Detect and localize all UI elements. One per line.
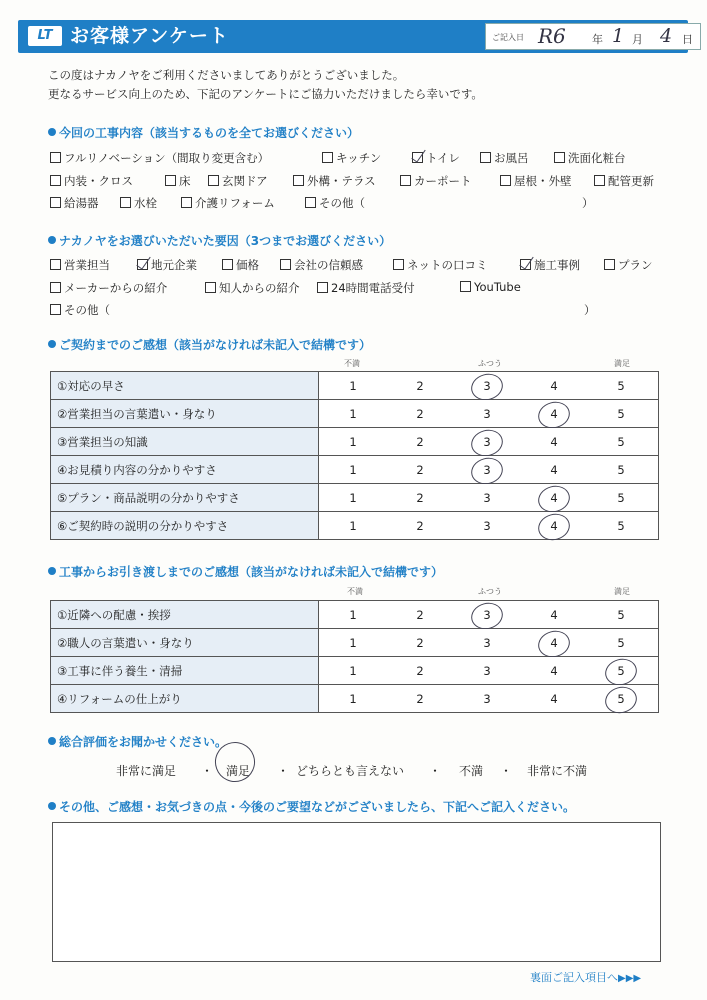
score-option[interactable]: 5 xyxy=(617,519,625,533)
q6-title-text: その他、ご感想・お気づきの点・今後のご要望などがございましたら、下記へご記入ください。 xyxy=(59,800,576,814)
score-option[interactable]: 1 xyxy=(349,519,357,533)
q2-option[interactable] xyxy=(50,302,110,318)
q1-option-label: キッチン xyxy=(336,151,382,165)
score-option[interactable]: 2 xyxy=(416,519,424,533)
q1-option-label: 給湯器 xyxy=(64,196,99,210)
score-option[interactable]: 1 xyxy=(349,379,357,393)
score-option[interactable]: 4 xyxy=(550,435,558,449)
score-option[interactable]: 3 xyxy=(483,407,491,421)
score-option[interactable]: 4 xyxy=(550,636,558,650)
q5-title xyxy=(48,733,227,750)
score-option[interactable]: 5 xyxy=(617,435,625,449)
arrow-right-icon: ▶▶▶ xyxy=(618,973,642,984)
rating-row xyxy=(51,512,659,540)
paren-close: ） xyxy=(582,196,594,210)
score-option[interactable]: 4 xyxy=(550,608,558,622)
q1-option-label: 内装・クロス xyxy=(64,174,133,188)
rating-scores xyxy=(319,372,659,400)
q3-title-text: ご契約までのご感想（該当がなければ未記入で結構です） xyxy=(59,338,372,352)
bullet-icon xyxy=(48,567,56,575)
score-option[interactable]: 2 xyxy=(416,379,424,393)
score-option[interactable]: 3 xyxy=(483,636,491,650)
score-option[interactable]: 2 xyxy=(416,608,424,622)
q2-title xyxy=(48,232,391,249)
scale-high: 満足 xyxy=(614,587,630,596)
overall-option[interactable]: 非常に不満 xyxy=(527,764,588,778)
score-option[interactable]: 1 xyxy=(349,463,357,477)
q1-option[interactable] xyxy=(480,150,529,166)
q1-title-text: 今回の工事内容（該当するものを全てお選びください） xyxy=(59,126,360,140)
q3-rating-table xyxy=(50,371,659,540)
rating-row xyxy=(51,629,659,657)
header-bar xyxy=(18,20,693,53)
q1-option-label: 玄関ドア xyxy=(222,174,268,188)
bullet-icon xyxy=(48,340,56,348)
q1-option[interactable] xyxy=(50,195,99,211)
q2-option-label: その他（ xyxy=(64,303,110,317)
q2-option[interactable] xyxy=(604,257,653,273)
score-option[interactable]: 3 xyxy=(483,463,491,477)
rating-row-label: ⑤プラン・商品説明の分かりやすさ xyxy=(51,484,319,512)
score-option[interactable]: 3 xyxy=(483,491,491,505)
q1-option-label: トイレ xyxy=(426,151,460,165)
next-page-note xyxy=(530,969,641,985)
scale-mid: ふつう xyxy=(478,359,502,368)
score-option[interactable]: 3 xyxy=(483,519,491,533)
q2-option-label: 営業担当 xyxy=(64,258,110,272)
rating-row xyxy=(51,456,659,484)
rating-row-label: ①対応の早さ xyxy=(51,372,319,400)
checkbox-icon[interactable] xyxy=(400,175,411,186)
q1-option[interactable] xyxy=(120,195,157,211)
rating-row-label: ③営業担当の知識 xyxy=(51,428,319,456)
q2-option-label: プラン xyxy=(618,258,653,272)
q2-option[interactable] xyxy=(393,257,488,273)
q1-option-label: 配管更新 xyxy=(608,174,654,188)
scale-mid: ふつう xyxy=(478,587,502,596)
score-option[interactable]: 2 xyxy=(416,636,424,650)
checkbox-icon[interactable] xyxy=(120,197,131,208)
score-option[interactable]: 5 xyxy=(617,692,625,706)
separator: ・ xyxy=(201,764,214,778)
separator: ・ xyxy=(277,764,290,778)
score-option[interactable]: 3 xyxy=(483,692,491,706)
scale-low: 不満 xyxy=(344,359,360,368)
day-value: 4 xyxy=(660,25,673,47)
rating-scores xyxy=(319,428,659,456)
q2-option-label: 知人からの紹介 xyxy=(219,281,300,295)
score-option[interactable]: 1 xyxy=(349,608,357,622)
rating-row xyxy=(51,657,659,685)
checkbox-icon[interactable] xyxy=(50,282,61,293)
checkbox-icon[interactable] xyxy=(554,152,565,163)
comment-textarea[interactable] xyxy=(52,822,661,962)
separator: ・ xyxy=(500,764,513,778)
rating-scores xyxy=(319,400,659,428)
q2-option[interactable] xyxy=(205,280,300,296)
score-option[interactable]: 2 xyxy=(416,692,424,706)
q5-title-text: 総合評価をお聞かせください。 xyxy=(59,735,228,749)
intro-text xyxy=(48,66,483,104)
overall-option[interactable]: どちらとも言えない xyxy=(296,764,405,778)
checkbox-icon[interactable] xyxy=(293,175,304,186)
next-page-text: 裏面ご記入項目へ xyxy=(530,971,618,984)
score-option[interactable]: 5 xyxy=(617,608,625,622)
checkbox-icon[interactable] xyxy=(460,281,471,292)
q1-option-label: フルリノベーション（間取り変更含む） xyxy=(64,151,270,165)
score-option[interactable]: 5 xyxy=(617,636,625,650)
q1-option[interactable] xyxy=(181,195,275,211)
q2-option[interactable] xyxy=(137,257,197,273)
score-option[interactable]: 1 xyxy=(349,491,357,505)
q2-option-label: 価格 xyxy=(236,258,259,272)
checked-checkbox-icon[interactable] xyxy=(137,259,148,270)
q1-option[interactable] xyxy=(500,173,572,189)
scale-low: 不満 xyxy=(347,587,363,596)
q4-title-text: 工事からお引き渡しまでのご感想（該当がなければ未記入で結構です） xyxy=(59,565,444,579)
paren-close: ） xyxy=(584,303,596,317)
score-option[interactable]: 5 xyxy=(617,463,625,477)
score-option[interactable]: 4 xyxy=(550,519,558,533)
q2-option-label: 地元企業 xyxy=(151,258,197,272)
q2-option[interactable] xyxy=(317,280,415,296)
date-label: ご記入日 xyxy=(492,33,524,42)
overall-option[interactable]: 不満 xyxy=(459,764,484,778)
checkbox-icon[interactable] xyxy=(165,175,176,186)
score-option[interactable]: 4 xyxy=(550,692,558,706)
checkbox-icon[interactable] xyxy=(280,259,291,270)
score-option[interactable]: 2 xyxy=(416,463,424,477)
rating-row-label: ①近隣への配慮・挨拶 xyxy=(51,601,319,629)
score-option[interactable]: 4 xyxy=(550,463,558,477)
score-option[interactable]: 3 xyxy=(483,608,491,622)
checkbox-icon[interactable] xyxy=(208,175,219,186)
rating-row xyxy=(51,400,659,428)
page-title: お客様アンケート xyxy=(70,25,229,47)
checked-checkbox-icon[interactable] xyxy=(412,152,423,163)
intro-line: 更なるサービス向上のため、下記のアンケートにご協力いただけましたら幸いです。 xyxy=(48,87,483,101)
q2-option-label: 施工事例 xyxy=(534,258,580,272)
checkbox-icon[interactable] xyxy=(322,152,333,163)
score-option[interactable]: 5 xyxy=(617,379,625,393)
q1-option[interactable] xyxy=(305,195,365,211)
score-option[interactable]: 1 xyxy=(349,664,357,678)
bullet-icon xyxy=(48,737,56,745)
q2-option[interactable] xyxy=(222,257,259,273)
q1-option-label: 介護リフォーム xyxy=(195,196,275,210)
selected-score-mark xyxy=(602,683,640,716)
score-option[interactable]: 4 xyxy=(550,379,558,393)
rating-row-label: ②営業担当の言葉遣い・身なり xyxy=(51,400,319,428)
q1-option-label: 洗面化粧台 xyxy=(568,151,626,165)
q1-option-label: その他（ xyxy=(319,196,365,210)
q1-option-label: 屋根・外壁 xyxy=(514,174,572,188)
rating-row xyxy=(51,484,659,512)
checkbox-icon[interactable] xyxy=(50,175,61,186)
score-option[interactable]: 2 xyxy=(416,491,424,505)
overall-option[interactable]: 満足 xyxy=(226,764,251,778)
checkbox-icon[interactable] xyxy=(604,259,615,270)
checkbox-icon[interactable] xyxy=(480,152,491,163)
q1-option[interactable] xyxy=(554,150,626,166)
q1-option-label: 外構・テラス xyxy=(307,174,376,188)
rating-row-label: ⑥ご契約時の説明の分かりやすさ xyxy=(51,512,319,540)
bullet-icon xyxy=(48,236,56,244)
rating-row-label: ③工事に伴う養生・清掃 xyxy=(51,657,319,685)
rating-scores xyxy=(319,456,659,484)
q2-title-text: ナカノヤをお選びいただいた要因（3つまでお選びください） xyxy=(59,234,392,248)
day-unit: 日 xyxy=(682,33,693,46)
checkbox-icon[interactable] xyxy=(305,197,316,208)
score-option[interactable]: 2 xyxy=(416,435,424,449)
q2-option-label: ネットの口コミ xyxy=(407,258,488,272)
score-option[interactable]: 5 xyxy=(617,407,625,421)
q4-title xyxy=(48,563,443,580)
score-option[interactable]: 4 xyxy=(550,664,558,678)
score-option[interactable]: 1 xyxy=(349,435,357,449)
q1-option[interactable] xyxy=(50,150,269,166)
score-option[interactable]: 2 xyxy=(416,407,424,421)
q1-title xyxy=(48,124,359,141)
q2-option-label: 会社の信頼感 xyxy=(294,258,363,272)
checkbox-icon[interactable] xyxy=(205,282,216,293)
score-option[interactable]: 5 xyxy=(617,491,625,505)
q1-option[interactable] xyxy=(208,173,268,189)
score-option[interactable]: 4 xyxy=(550,491,558,505)
separator: ・ xyxy=(429,764,442,778)
q1-option[interactable] xyxy=(50,173,133,189)
q1-option[interactable] xyxy=(594,173,654,189)
rating-row-label: ④リフォームの仕上がり xyxy=(51,685,319,713)
score-option[interactable]: 1 xyxy=(349,636,357,650)
checkbox-icon[interactable] xyxy=(50,259,61,270)
q1-option-label: 床 xyxy=(179,174,191,188)
rating-row xyxy=(51,601,659,629)
score-option[interactable]: 5 xyxy=(617,664,625,678)
checked-checkbox-icon[interactable] xyxy=(520,259,531,270)
checkbox-icon[interactable] xyxy=(50,304,61,315)
q2-option[interactable] xyxy=(280,257,363,273)
scale-high: 満足 xyxy=(614,359,630,368)
rating-row xyxy=(51,685,659,713)
q1-option-label: 水栓 xyxy=(134,196,157,210)
checkbox-icon[interactable] xyxy=(317,282,328,293)
q1-option-label: カーポート xyxy=(414,174,472,188)
month-value: 1 xyxy=(612,25,625,47)
selected-score-mark xyxy=(535,510,573,543)
checkbox-icon[interactable] xyxy=(50,152,61,163)
checkbox-icon[interactable] xyxy=(500,175,511,186)
rating-row xyxy=(51,428,659,456)
q4-rating-table xyxy=(50,600,659,713)
q2-option[interactable] xyxy=(50,280,167,296)
q2-option-label: メーカーからの紹介 xyxy=(64,281,168,295)
q1-option[interactable] xyxy=(293,173,376,189)
checkbox-icon[interactable] xyxy=(393,259,404,270)
score-option[interactable]: 3 xyxy=(483,435,491,449)
date-field[interactable] xyxy=(485,23,701,50)
checkbox-icon[interactable] xyxy=(181,197,192,208)
score-option[interactable]: 1 xyxy=(349,692,357,706)
q1-option[interactable] xyxy=(322,150,381,166)
checkbox-icon[interactable] xyxy=(222,259,233,270)
rating-scores xyxy=(319,685,659,713)
rating-row xyxy=(51,372,659,400)
intro-line: この度はナカノヤをご利用くださいましてありがとうございました。 xyxy=(48,68,405,82)
score-option[interactable]: 3 xyxy=(483,379,491,393)
q1-option[interactable] xyxy=(412,150,460,166)
logo-text: LT xyxy=(37,28,53,43)
q3-title xyxy=(48,336,371,353)
checkbox-icon[interactable] xyxy=(594,175,605,186)
company-logo xyxy=(28,26,62,46)
score-option[interactable]: 4 xyxy=(550,407,558,421)
q2-option-label: YouTube xyxy=(474,280,521,294)
score-option[interactable]: 3 xyxy=(483,664,491,678)
year-unit: 年 xyxy=(592,33,603,46)
q2-option[interactable] xyxy=(460,280,521,294)
score-option[interactable]: 2 xyxy=(416,664,424,678)
q2-option[interactable] xyxy=(50,257,110,273)
bullet-icon xyxy=(48,128,56,136)
rating-row-label: ④お見積り内容の分かりやすさ xyxy=(51,456,319,484)
q6-title xyxy=(48,798,575,815)
q2-option-label: 24時間電話受付 xyxy=(331,281,415,295)
rating-scores xyxy=(319,629,659,657)
month-unit: 月 xyxy=(632,33,643,46)
rating-scores xyxy=(319,484,659,512)
rating-scores xyxy=(319,512,659,540)
rating-scores xyxy=(319,601,659,629)
q1-option-label: お風呂 xyxy=(494,151,529,165)
bullet-icon xyxy=(48,802,56,810)
rating-row-label: ②職人の言葉遣い・身なり xyxy=(51,629,319,657)
date-era-value: R6 xyxy=(538,24,566,48)
checkbox-icon[interactable] xyxy=(50,197,61,208)
score-option[interactable]: 1 xyxy=(349,407,357,421)
rating-scores xyxy=(319,657,659,685)
q1-option[interactable] xyxy=(165,173,191,189)
overall-option[interactable]: 非常に満足 xyxy=(116,764,177,778)
q1-option[interactable] xyxy=(400,173,472,189)
q2-option[interactable] xyxy=(520,257,580,273)
